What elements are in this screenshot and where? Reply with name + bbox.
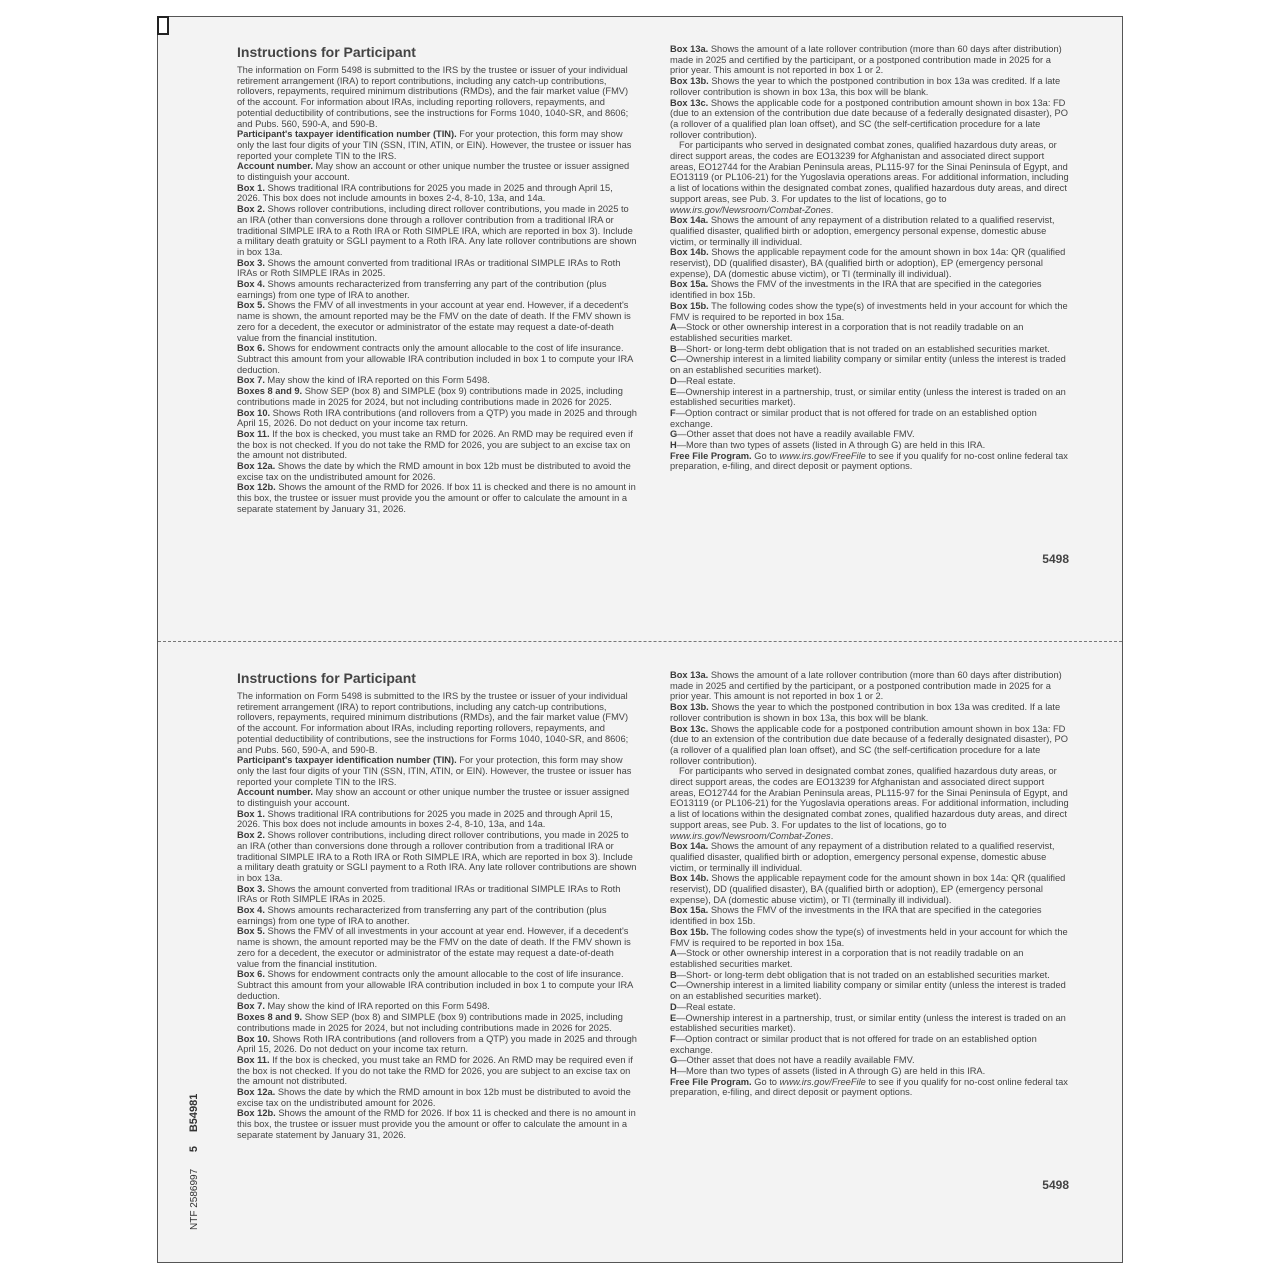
instruction-item (670, 970, 1069, 981)
instruction-item (670, 98, 1069, 141)
item-text: If the box is checked, you must take an RMD for 2026. An RMD may be required even if the box is not checked. If you do not take the RMD for 2026, you are subject to an excise tax on the amount not distributed. (237, 1054, 633, 1087)
instruction-item (237, 183, 637, 204)
item-text: Shows traditional IRA contributions for 2025 you made in 2025 and through April 15, 2026. This box does not include amounts in boxes 2-4, 8-10, 13a, and 14a. (237, 182, 613, 204)
combat-zone-paragraph (670, 766, 1069, 841)
item-label: Box 2. (237, 204, 265, 215)
item-label: Box 7. (237, 1001, 265, 1012)
item-text: Show SEP (box 8) and SIMPLE (box 9) contributions made in 2025, including contributions made in 2025 for 2024, but not including contributions made in 2026 for 2025. (237, 386, 623, 407)
instruction-item (237, 129, 637, 161)
item-text: —Option contract or similar product that is not offered for trade on an established option exchange. (670, 1033, 1037, 1055)
instructions-heading: Instructions for Participant (237, 44, 416, 60)
item-label: F (670, 407, 676, 418)
item-text: —More than two types of assets (listed in A through G) are held in this IRA. (676, 1066, 986, 1077)
item-label: Boxes 8 and 9. (237, 386, 303, 397)
item-text: Shows the FMV of all investments in your account at year end. However, if a decedent's name is shown, the amount reported may be the FMV on the date of death. If the FMV shown is zero for a decedent, the executor or administrator of the estate may request a date-of-death value from the financial institution. (237, 300, 631, 343)
instruction-item (237, 1012, 637, 1033)
instruction-item (670, 1034, 1069, 1055)
item-text: Shows the FMV of all investments in your account at year end. However, if a decedent's name is shown, the amount reported may be the FMV on the date of death. If the FMV shown is zero for a decedent, the executor or administrator of the estate may request a date-of-death value from the financial institution. (237, 926, 631, 969)
free-file-label: Free File Program. (670, 1076, 752, 1087)
item-text: Shows the amount of a late rollover contribution (more than 60 days after distribution) made in 2025 and certified by the participant, or a postponed contribution made in 2025 for a prior year. This amount is not reported in box 1 or 2. (670, 670, 1062, 702)
instruction-item (670, 927, 1069, 948)
item-text: Shows the date by which the RMD amount in box 12b must be distributed to avoid the excise tax on the undistributed amount for 2026. (237, 461, 631, 482)
item-label: Participant's taxpayer identification number (TIN). (237, 755, 457, 766)
item-text: Shows amounts recharacterized from transferring any part of the contribution (plus earnings) from one type of IRA to another. (237, 905, 607, 926)
item-label: D (670, 375, 677, 386)
item-label: Box 6. (237, 343, 265, 354)
combat-zones-link: www.irs.gov/Newsroom/Combat-Zones (670, 204, 831, 215)
instructions-heading: Instructions for Participant (237, 670, 416, 686)
item-label: Participant's taxpayer identification number (TIN). (237, 129, 457, 140)
item-label: Box 1. (237, 182, 265, 193)
page-code: 5 (188, 1146, 200, 1153)
item-text: —Ownership interest in a partnership, trust, or similar entity (unless the interest is traded on an established securities market). (670, 386, 1066, 408)
item-text: If the box is checked, you must take an RMD for 2026. An RMD may be required even if the box is not checked. If you do not take the RMD for 2026, you are subject to an excise tax on the amount not distributed. (237, 428, 633, 461)
item-text: Shows the amount converted from traditional IRAs or traditional SIMPLE IRAs to Roth IRAs or Roth SIMPLE IRAs in 2025. (237, 883, 621, 905)
item-label: Box 13a. (670, 44, 709, 54)
item-label: Box 14b. (670, 247, 709, 258)
item-label: Box 3. (237, 883, 265, 894)
instruction-item (670, 948, 1069, 969)
item-text: Shows for endowment contracts only the amount allocable to the cost of life insurance. Subtract this amount from your allowable IRA contribution included in box 1 to compute your IRA deduction. (237, 969, 633, 1001)
item-text: Shows the applicable repayment code for the amount shown in box 14a: QR (qualified reservist), DD (qualified disaster), BA (qualified birth or adoption), EP (emergency personal expense), DA (domestic abuse victim), or TI (terminally ill individual). (670, 247, 1066, 279)
item-label: Box 14a. (670, 841, 709, 852)
item-label: F (670, 1033, 676, 1044)
item-text: —Ownership interest in a limited liability company or similar entity (unless the interest is traded on an established securities market). (670, 354, 1066, 376)
right-column (670, 44, 1069, 472)
item-label: D (670, 1001, 677, 1012)
instruction-item (670, 1013, 1069, 1034)
item-text: Shows the applicable repayment code for the amount shown in box 14a: QR (qualified reservist), DD (qualified disaster), BA (qualified birth or adoption), EP (emergency personal expense), DA (domestic abuse victim), or TI (terminally ill individual). (670, 873, 1066, 905)
right-items-a (670, 44, 1069, 140)
item-label: Box 14a. (670, 215, 709, 226)
item-text: —Other asset that does not have a readily available FMV. (677, 429, 915, 440)
item-label: Box 15b. (670, 926, 709, 937)
instruction-item (237, 1108, 637, 1140)
item-text: Shows the amount of any repayment of a distribution related to a qualified reservist, qualified disaster, qualified birth or adoption, emergency personal expense, domestic abuse victim, or terminally ill individual. (670, 215, 1055, 247)
item-text: Shows the applicable code for a postponed contribution amount shown in box 13a: FD (due to an extension of the contribution due date because of a federally designated disaster), PO (a rollover of a qualified plan loan offset), and SC (the self-certification procedure for a late rollover contribution). (670, 723, 1068, 766)
item-text: —Option contract or similar product that is not offered for trade on an established option exchange. (670, 407, 1037, 429)
left-items (237, 755, 637, 1140)
perforation-line (158, 641, 1122, 642)
instruction-item (670, 76, 1069, 97)
item-label: Box 5. (237, 926, 265, 937)
item-label: Box 15b. (670, 300, 709, 311)
instruction-item (670, 408, 1069, 429)
item-label: A (670, 948, 677, 959)
item-label: Box 12a. (237, 461, 276, 472)
instruction-item (237, 258, 637, 279)
instruction-item (237, 279, 637, 300)
item-text: May show an account or other unique number the trustee or issuer assigned to distinguish your account. (237, 161, 630, 183)
item-text: Shows the amount of the RMD for 2026. If box 11 is checked and there is no amount in this box, the trustee or issuer must provide you the amount or offer to calculate the amount in a separate statement by January 31, 2026. (237, 1108, 636, 1140)
combat-text: For participants who served in designated combat zones, qualified hazardous duty areas, or direct support areas, the codes are EO13239 for Afghanistan and associated direct support areas, EO12744 for the Arabian Peninsula areas, PL115-97 for the Sinai Peninsula of Egypt, and EO13119 (or PL106-21) for the Yugoslavia operations areas. For additional information, including a list of locations within the designated combat zones, qualified hazardous duty areas, and direct support areas, see Pub. 3. For updates to the list of locations, go to (670, 766, 1069, 830)
instructions-panel-bottom (237, 670, 1069, 1230)
item-label: Box 4. (237, 279, 265, 290)
instruction-item (670, 905, 1069, 926)
intro-paragraph: The information on Form 5498 is submitted to the IRS by the trustee or issuer of your individual retirement arrangement (IRA) to report contributions, including any catch-up contributions, rollovers, repayments, required minimum distributions (RMDs), and the fair market value (FMV) of the account. For information about IRAs, including reporting rollovers, repayments, and potential deductibility of contributions, see the instructions for Forms 1040, 1040-SR, and 8606; and Pubs. 560, 590-A, and 590-B. (237, 691, 629, 755)
item-text: —Other asset that does not have a readily available FMV. (677, 1055, 915, 1066)
item-text: Shows the amount of the RMD for 2026. If box 11 is checked and there is no amount in this box, the trustee or issuer must provide you the amount or offer to calculate the amount in a separate statement by January 31, 2026. (237, 482, 636, 514)
item-text: For your protection, this form may show only the last four digits of your TIN (SSN, ITIN, ATIN, or EIN). However, the trustee or issuer has reported your complete TIN to the IRS. (237, 755, 632, 787)
item-label: Boxes 8 and 9. (237, 1012, 303, 1023)
item-text: Shows Roth IRA contributions (and rollovers from a QTP) you made in 2025 and through April 15, 2026. Do not deduct on your income tax return. (237, 407, 637, 429)
instruction-item (237, 809, 637, 830)
item-label: B (670, 343, 677, 354)
item-label: E (670, 1012, 677, 1023)
item-text: —Ownership interest in a limited liability company or similar entity (unless the interest is traded on an established securities market). (670, 980, 1066, 1002)
instruction-item (237, 1034, 637, 1055)
instruction-item (670, 344, 1069, 355)
item-label: Box 2. (237, 830, 265, 841)
item-text: —Short- or long-term debt obligation that is not traded on an established securities market. (676, 969, 1050, 980)
item-label: Box 13c. (670, 97, 709, 108)
item-text: Shows for endowment contracts only the amount allocable to the cost of life insurance. Subtract this amount from your allowable IRA contribution included in box 1 to compute your IRA deduction. (237, 343, 633, 375)
item-label: Box 15a. (670, 279, 709, 290)
item-label: Account number. (237, 161, 313, 172)
item-text: —Real estate. (676, 375, 736, 386)
item-text: —Stock or other ownership interest in a corporation that is not readily tradable on an established securities market. (670, 322, 1024, 343)
combat-end: . (830, 204, 834, 215)
instruction-item (670, 980, 1069, 1001)
free-file-paragraph (670, 1077, 1069, 1098)
item-label: Box 3. (237, 257, 265, 268)
free-file-label: Free File Program. (670, 450, 752, 461)
corner-checkbox (157, 16, 169, 35)
item-label: Box 5. (237, 300, 265, 311)
item-label: B (670, 969, 677, 980)
item-text: —Real estate. (676, 1001, 736, 1012)
instruction-item (670, 247, 1069, 279)
instructions-panel-top (237, 44, 1069, 604)
instruction-item (237, 787, 637, 808)
item-label: Box 13b. (670, 702, 709, 713)
item-text: Show SEP (box 8) and SIMPLE (box 9) contributions made in 2025, including contributions made in 2025 for 2024, but not including contributions made in 2026 for 2025. (237, 1012, 623, 1033)
item-text: Shows the amount converted from traditional IRAs or traditional SIMPLE IRAs to Roth IRAs or Roth SIMPLE IRAs in 2025. (237, 257, 621, 279)
item-text: May show the kind of IRA reported on this Form 5498. (264, 375, 490, 386)
free-file-link: www.irs.gov/FreeFile (779, 1076, 866, 1087)
item-text: May show the kind of IRA reported on this Form 5498. (264, 1001, 490, 1012)
instruction-item (670, 354, 1069, 375)
instruction-item (237, 204, 637, 258)
item-label: Box 13a. (670, 670, 709, 680)
instruction-item (237, 926, 637, 969)
item-text: Shows the FMV of the investments in the IRA that are specified in the categories identified in box 15b. (670, 279, 1042, 301)
instruction-item (237, 386, 637, 407)
instruction-item (670, 841, 1069, 873)
instruction-item (237, 830, 637, 884)
item-text: Shows rollover contributions, including direct rollover contributions, you made in 2025 to an IRA (other than conversions done through a rollover contribution from a traditional IRA or traditional SIMPLE IRA to a Roth IRA or Roth SIMPLE IRA, which are reported in box 3). Include a military death gratuity or SGLI payment to a Roth IRA. Any late rollover contributions are shown in box 13a. (237, 830, 637, 883)
instruction-item (670, 1066, 1069, 1077)
combat-text: For participants who served in designated combat zones, qualified hazardous duty areas, or direct support areas, the codes are EO13239 for Afghanistan and associated direct support areas, EO12744 for the Arabian Peninsula areas, PL115-97 for the Sinai Peninsula of Egypt, and EO13119 (or PL106-21) for the Yugoslavia operations areas. For additional information, including a list of locations within the designated combat zones, qualified hazardous duty areas, and direct support areas, see Pub. 3. For updates to the list of locations, go to (670, 140, 1069, 204)
instruction-item (237, 884, 637, 905)
item-label: Box 12b. (237, 482, 276, 493)
instruction-item (670, 376, 1069, 387)
item-text: The following codes show the type(s) of investments held in your account for which the FMV is required to be reported in box 15a. (670, 926, 1068, 948)
free-file-paragraph (670, 451, 1069, 472)
right-items-a (670, 670, 1069, 766)
left-column (237, 44, 637, 515)
item-label: A (670, 322, 677, 333)
item-label: E (670, 386, 677, 397)
instruction-item (670, 387, 1069, 408)
instruction-item (670, 322, 1069, 343)
side-code (188, 1094, 200, 1230)
plate-code: B54981 (188, 1093, 200, 1133)
combat-zone-paragraph (670, 140, 1069, 215)
item-label: Box 7. (237, 375, 265, 386)
item-label: Box 6. (237, 969, 265, 980)
free-file-pre: Go to (751, 450, 780, 461)
instruction-item (670, 429, 1069, 440)
instruction-item (237, 343, 637, 375)
item-text: May show an account or other unique number the trustee or issuer assigned to distinguish your account. (237, 787, 630, 809)
right-items-b (670, 841, 1069, 1076)
free-file-post: to see if you qualify for no-cost online federal tax preparation, e-filing, and direct deposit or payment options. (670, 450, 1068, 472)
item-text: Shows the applicable code for a postponed contribution amount shown in box 13a: FD (due to an extension of the contribution due date because of a federally designated disaster), PO (a rollover of a qualified plan loan offset), and SC (the self-certification procedure for a late rollover contribution). (670, 97, 1068, 140)
form-number: 5498 (1042, 1178, 1069, 1192)
combat-end: . (830, 830, 834, 841)
item-label: C (670, 354, 677, 365)
item-label: H (670, 440, 677, 451)
instruction-item (670, 1055, 1069, 1066)
item-text: Shows the date by which the RMD amount in box 12b must be distributed to avoid the excise tax on the undistributed amount for 2026. (237, 1087, 631, 1108)
item-label: Box 12b. (237, 1108, 276, 1119)
item-label: C (670, 980, 677, 991)
instruction-item (670, 279, 1069, 300)
instruction-item (237, 300, 637, 343)
intro-paragraph: The information on Form 5498 is submitted to the IRS by the trustee or issuer of your individual retirement arrangement (IRA) to report contributions, including any catch-up contributions, rollovers, repayments, required minimum distributions (RMDs), and the fair market value (FMV) of the account. For information about IRAs, including reporting rollovers, repayments, and potential deductibility of contributions, see the instructions for Forms 1040, 1040-SR, and 8606; and Pubs. 560, 590-A, and 590-B. (237, 65, 629, 129)
item-label: Box 4. (237, 905, 265, 916)
item-text: Shows the year to which the postponed contribution in box 13a was credited. If a late rollover contribution is shown in box 13a, this box will be blank. (670, 702, 1061, 723)
ntf-code: NTF 2586997 (189, 1168, 200, 1230)
instruction-item (670, 724, 1069, 767)
item-text: —Ownership interest in a partnership, trust, or similar entity (unless the interest is traded on an established securities market). (670, 1012, 1066, 1034)
right-items-b (670, 215, 1069, 450)
item-label: Box 13c. (670, 723, 709, 734)
item-text: Shows the year to which the postponed contribution in box 13a was credited. If a late rollover contribution is shown in box 13a, this box will be blank. (670, 76, 1061, 97)
item-text: —Short- or long-term debt obligation that is not traded on an established securities market. (676, 343, 1050, 354)
item-text: Shows Roth IRA contributions (and rollovers from a QTP) you made in 2025 and through April 15, 2026. Do not deduct on your income tax return. (237, 1033, 637, 1055)
form-number: 5498 (1042, 552, 1069, 566)
item-label: Box 1. (237, 808, 265, 819)
item-text: Shows the amount of any repayment of a distribution related to a qualified reservist, qualified disaster, qualified birth or adoption, emergency personal expense, domestic abuse victim, or terminally ill individual. (670, 841, 1055, 873)
instruction-item (670, 301, 1069, 322)
instruction-item (670, 44, 1069, 76)
left-column (237, 670, 637, 1141)
item-label: Box 11. (237, 428, 270, 439)
item-label: Box 10. (237, 407, 271, 418)
item-label: G (670, 429, 678, 440)
item-text: The following codes show the type(s) of investments held in your account for which the FMV is required to be reported in box 15a. (670, 300, 1068, 322)
item-text: —Stock or other ownership interest in a corporation that is not readily tradable on an established securities market. (670, 948, 1024, 969)
item-label: Account number. (237, 787, 313, 798)
instruction-item (670, 873, 1069, 905)
instruction-item (237, 905, 637, 926)
instruction-item (237, 969, 637, 1001)
instruction-item (670, 670, 1069, 702)
instruction-item (670, 1002, 1069, 1013)
item-text: Shows traditional IRA contributions for 2025 you made in 2025 and through April 15, 2026. This box does not include amounts in boxes 2-4, 8-10, 13a, and 14a. (237, 808, 613, 830)
instruction-item (237, 482, 637, 514)
item-text: Shows amounts recharacterized from transferring any part of the contribution (plus earnings) from one type of IRA to another. (237, 279, 607, 300)
item-text: —More than two types of assets (listed in A through G) are held in this IRA. (676, 440, 986, 451)
instruction-item (237, 1087, 637, 1108)
item-text: Shows the FMV of the investments in the IRA that are specified in the categories identified in box 15b. (670, 905, 1042, 927)
item-label: Box 15a. (670, 905, 709, 916)
instruction-item (237, 429, 637, 461)
item-label: Box 10. (237, 1033, 271, 1044)
item-text: For your protection, this form may show only the last four digits of your TIN (SSN, ITIN, ATIN, or EIN). However, the trustee or issuer has reported your complete TIN to the IRS. (237, 129, 632, 161)
combat-zones-link: www.irs.gov/Newsroom/Combat-Zones (670, 830, 831, 841)
item-label: Box 14b. (670, 873, 709, 884)
free-file-link: www.irs.gov/FreeFile (779, 450, 866, 461)
instruction-item (237, 1055, 637, 1087)
item-label: H (670, 1066, 677, 1077)
left-items (237, 129, 637, 514)
instruction-item (237, 461, 637, 482)
item-label: G (670, 1055, 678, 1066)
instruction-item (237, 408, 637, 429)
instruction-item (237, 375, 637, 386)
free-file-post: to see if you qualify for no-cost online federal tax preparation, e-filing, and direct deposit or payment options. (670, 1076, 1068, 1098)
item-label: Box 11. (237, 1054, 270, 1065)
item-label: Box 13b. (670, 76, 709, 87)
instruction-item (670, 440, 1069, 451)
instruction-item (237, 755, 637, 787)
instruction-item (670, 702, 1069, 723)
instruction-item (670, 215, 1069, 247)
free-file-pre: Go to (751, 1076, 780, 1087)
instruction-item (237, 161, 637, 182)
item-text: Shows the amount of a late rollover contribution (more than 60 days after distribution) made in 2025 and certified by the participant, or a postponed contribution made in 2025 for a prior year. This amount is not reported in box 1 or 2. (670, 44, 1062, 76)
instruction-item (237, 1001, 637, 1012)
right-column (670, 670, 1069, 1098)
item-label: Box 12a. (237, 1087, 276, 1098)
item-text: Shows rollover contributions, including direct rollover contributions, you made in 2025 to an IRA (other than conversions done through a rollover contribution from a traditional IRA or traditional SIMPLE IRA to a Roth IRA or Roth SIMPLE IRA, which are reported in box 3). Include a military death gratuity or SGLI payment to a Roth IRA. Any late rollover contributions are shown in box 13a. (237, 204, 637, 257)
